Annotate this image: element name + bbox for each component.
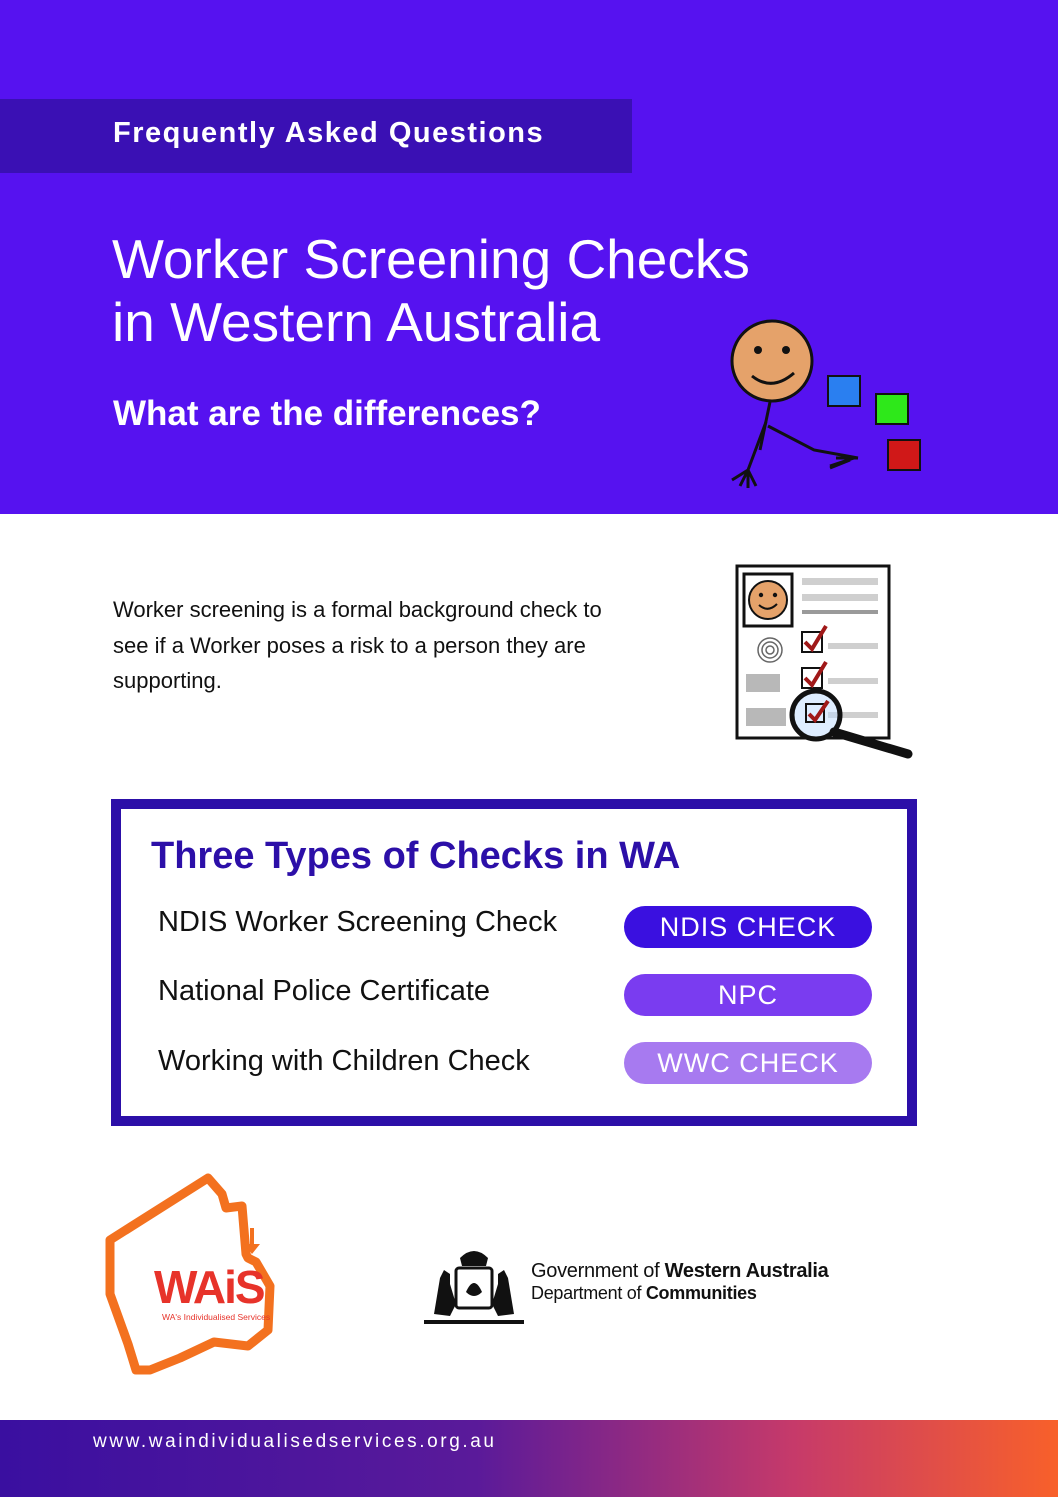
kangaroo-icon [492,1270,514,1316]
faq-banner-text: Frequently Asked Questions [113,117,545,149]
screening-form-illustration [728,560,918,760]
wais-logo-tagline: WA's Individualised Services [162,1312,271,1322]
page-subtitle: What are the differences? [113,394,541,433]
title-line-1: Worker Screening Checks [112,228,750,290]
wa-government-crest [420,1244,528,1330]
checks-heading: Three Types of Checks in WA [151,835,681,877]
footer-website-link[interactable]: www.waindividualisedservices.org.au [93,1431,497,1452]
check-label-wwc: Working with Children Check [158,1045,530,1077]
check-label-ndis: NDIS Worker Screening Check [158,906,558,938]
tag-ndis-check: NDIS CHECK [624,906,872,948]
kangaroo-icon [434,1270,456,1316]
wais-logo-text: WAiS [154,1261,264,1313]
tag-wwc-check: WWC CHECK [624,1042,872,1084]
person-head-icon [732,321,812,401]
title-line-2: in Western Australia [112,291,601,353]
tag-npc: NPC [624,974,872,1016]
face-icon [749,581,787,619]
government-line-2: Department of Communities [531,1283,757,1303]
person-with-blocks-illustration [718,310,938,500]
red-block-icon [888,440,920,470]
blue-block-icon [828,376,860,406]
intro-paragraph: Worker screening is a formal background check to see if a Worker poses a risk to a person they are supporting. [113,597,602,693]
check-label-npc: National Police Certificate [158,975,491,1007]
wais-logo [100,1168,310,1380]
government-line-1: Government of Western Australia [531,1260,829,1282]
green-block-icon [876,394,908,424]
page-title [112,228,750,354]
